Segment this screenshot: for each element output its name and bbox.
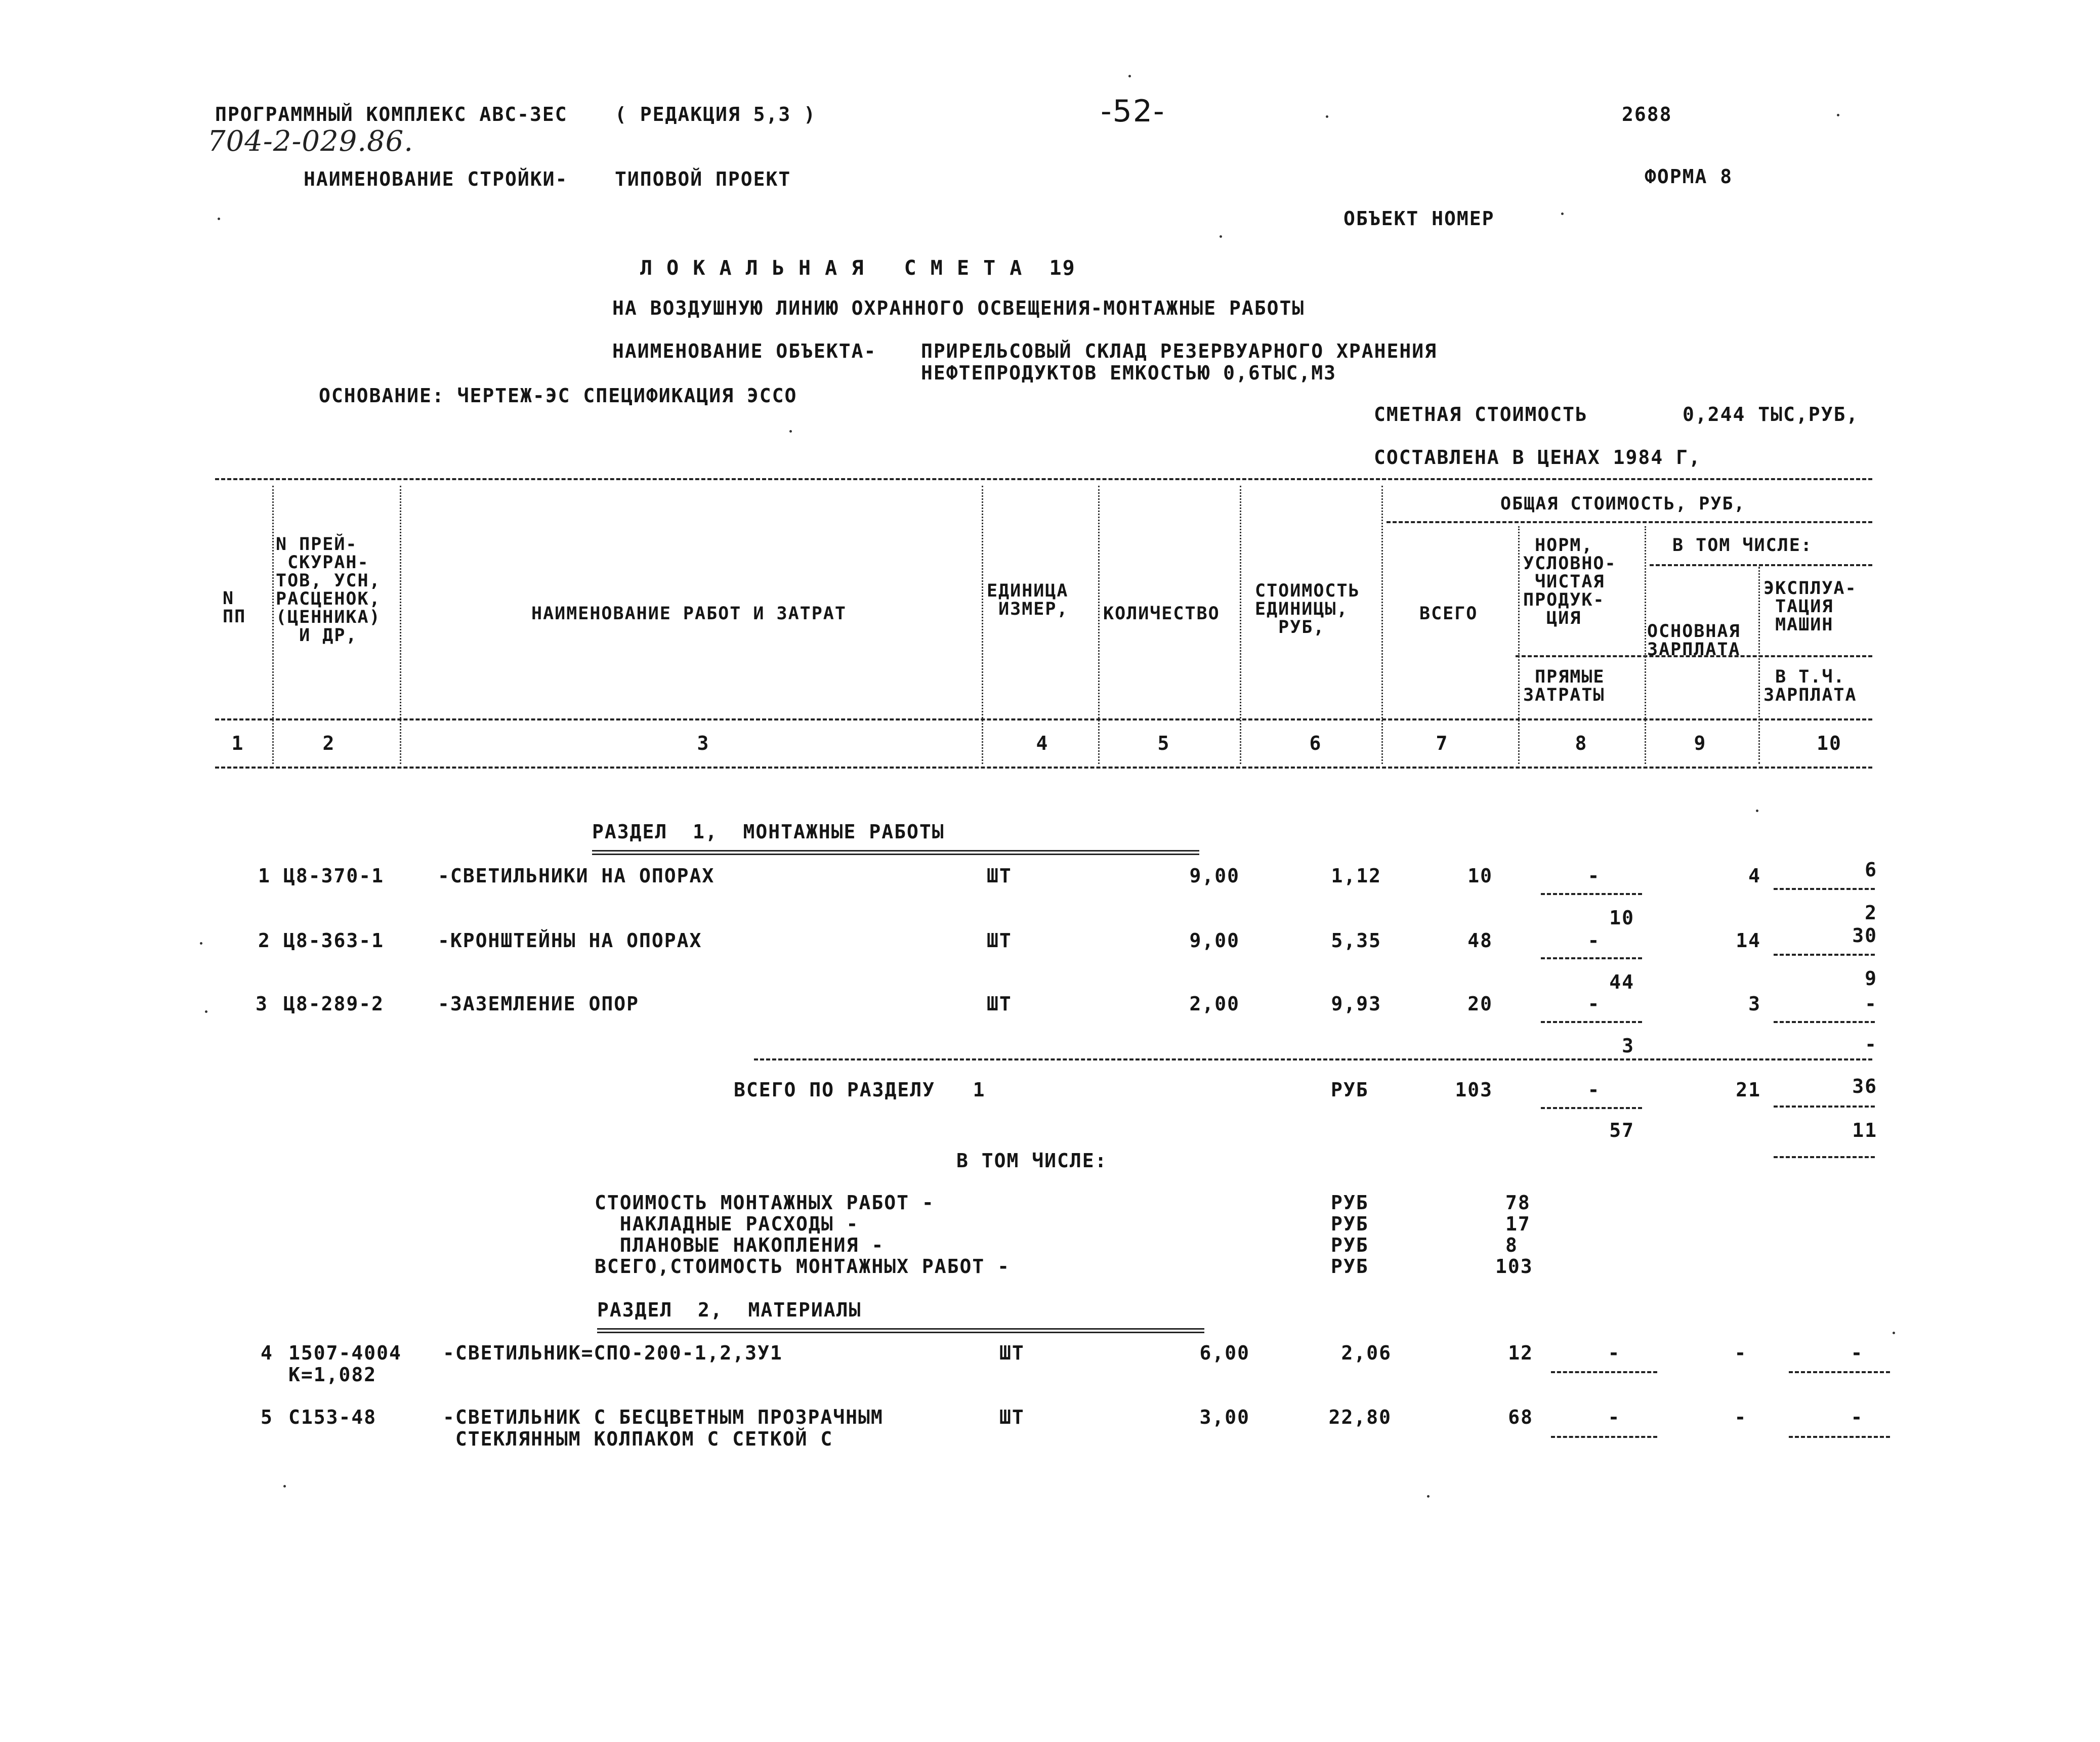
section1-total-c8b: 57 (1609, 1119, 1634, 1141)
row2-c10: 30 (1852, 924, 1877, 947)
row2-total: 48 (1467, 929, 1493, 952)
section1-total-end-rule (1774, 1156, 1875, 1158)
row4-n: 4 (261, 1342, 273, 1364)
object-label: НАИМЕНОВАНИЕ ОБЪЕКТА- (612, 340, 877, 362)
program-name: ПРОГРАММНЫЙ КОМПЛЕКС АВС-ЗЕС (215, 103, 568, 125)
col-header-total-cost: ОБЩАЯ СТОИМОСТЬ, РУБ, (1500, 494, 1746, 514)
col-number: 4 (1036, 732, 1049, 754)
row5-price: 22,80 (1328, 1406, 1392, 1428)
scan-speck (205, 1010, 207, 1013)
col-header-direct-costs: ПРЯМЫЕ ЗАТРАТЫ (1523, 667, 1605, 705)
row2-n: 2 (258, 929, 271, 952)
breakdown-install-unit: РУБ (1331, 1192, 1369, 1214)
document-title: Л О К А Л Ь Н А Я С М Е Т А 19 (640, 257, 1076, 280)
col-header-n: N ПП (223, 588, 246, 627)
col-number: 7 (1436, 732, 1449, 754)
col-header-including: В ТОМ ЧИСЛЕ: (1672, 535, 1813, 556)
row1-c8: - (1587, 865, 1601, 887)
row3-unit: ШТ (987, 993, 1012, 1015)
row1-price: 1,12 (1331, 865, 1381, 887)
row2-name: -КРОНШТЕЙНЫ НА ОПОРАХ (438, 929, 702, 952)
row1-c10-rule (1774, 888, 1875, 890)
row5-code: С153-48 (288, 1406, 377, 1428)
row4-unit: ШТ (999, 1342, 1025, 1364)
row3-total: 20 (1467, 993, 1493, 1015)
breakdown-install-value: 78 (1505, 1192, 1531, 1214)
row1-qty: 9,00 (1189, 865, 1240, 887)
row3-code: Ц8-289-2 (283, 993, 385, 1015)
document-subtitle: НА ВОЗДУШНУЮ ЛИНИЮ ОХРАННОГО ОСВЕЩЕНИЯ-МОНТАЖНЫЕ РАБОТЫ (612, 297, 1305, 319)
row2-c8-rule (1541, 957, 1642, 959)
row1-c9: 4 (1748, 865, 1761, 887)
row5-c10: - (1851, 1406, 1864, 1428)
scan-speck (218, 218, 220, 220)
scan-speck (1756, 810, 1758, 812)
row2-c10b: 9 (1865, 967, 1877, 990)
breakdown-overhead-label: НАКЛАДНЫЕ РАСХОДЫ - (595, 1213, 859, 1235)
row4-name: -СВЕТИЛЬНИК=СПО-200-1,2,3У1 (443, 1342, 783, 1364)
section1-total-c10-rule (1774, 1106, 1875, 1108)
edition: ( РЕДАКЦИЯ 5,3 ) (615, 103, 817, 125)
object-value-line2: НЕФТЕПРОДУКТОВ ЕМКОСТЬЮ 0,6ТЫС,М3 (921, 362, 1336, 384)
row2-c9: 14 (1736, 929, 1761, 952)
row4-code: 1507-4004 (288, 1342, 402, 1364)
col-header-machines: ЭКСПЛУА- ТАЦИЯ МАШИН (1763, 578, 1857, 635)
breakdown-total-label: ВСЕГО,СТОИМОСТЬ МОНТАЖНЫХ РАБОТ - (595, 1255, 1010, 1278)
scan-speck (1427, 1495, 1430, 1498)
construction-value: ТИПОВОЙ ПРОЕКТ (615, 168, 791, 190)
row4-qty: 6,00 (1199, 1342, 1250, 1364)
row1-c8-rule (1541, 893, 1642, 895)
section1-including-label: В ТОМ ЧИСЛЕ: (956, 1150, 1108, 1172)
breakdown-savings-label: ПЛАНОВЫЕ НАКОПЛЕНИЯ - (595, 1234, 885, 1256)
section1-total-c9: 21 (1736, 1079, 1761, 1101)
row5-c9: - (1734, 1406, 1747, 1428)
scan-speck (1128, 75, 1131, 77)
header-bottom-rule (215, 718, 1872, 720)
table-top-rule (215, 478, 1872, 480)
scan-speck (283, 1485, 286, 1488)
row5-c8: - (1608, 1406, 1621, 1428)
row5-total: 68 (1508, 1406, 1533, 1428)
col-header-unit-cost: СТОИМОСТЬ ЕДИНИЦЫ, РУБ, (1255, 581, 1360, 638)
row4-c10: - (1851, 1342, 1864, 1364)
document-number: 2688 (1622, 103, 1672, 125)
row1-c10: 6 (1865, 859, 1877, 881)
row4-c10-rule (1789, 1371, 1890, 1373)
handwritten-code: 704-2-029.86. (207, 125, 414, 158)
row2-c10-rule (1774, 954, 1875, 956)
row3-name: -ЗАЗЕМЛЕНИЕ ОПОР (438, 993, 640, 1015)
estimated-cost-value: 0,244 ТЫС,РУБ, (1683, 403, 1859, 426)
row3-c8-rule (1541, 1021, 1642, 1023)
breakdown-overhead-value: 17 (1505, 1213, 1531, 1235)
row4-price: 2,06 (1341, 1342, 1392, 1364)
col-divider (1758, 567, 1760, 764)
col-header-net-production: НОРМ, УСЛОВНО- ЧИСТАЯ ПРОДУК- ЦИЯ (1523, 535, 1617, 628)
row5-qty: 3,00 (1199, 1406, 1250, 1428)
row2-code: Ц8-363-1 (283, 929, 385, 952)
col-header-total: ВСЕГО (1419, 604, 1478, 624)
col-number: 2 (322, 732, 335, 754)
section1-total-label: ВСЕГО ПО РАЗДЕЛУ 1 (734, 1079, 986, 1101)
section1-total-unit: РУБ (1331, 1079, 1369, 1101)
row3-price: 9,93 (1331, 993, 1381, 1015)
col-divider (1645, 526, 1646, 764)
breakdown-total-unit: РУБ (1331, 1255, 1369, 1278)
section2-underline (597, 1328, 1204, 1333)
row2-unit: ШТ (987, 929, 1012, 952)
section1-total-c8: - (1587, 1079, 1601, 1101)
breakdown-overhead-unit: РУБ (1331, 1213, 1369, 1235)
row1-total: 10 (1467, 865, 1493, 887)
construction-label: НАИМЕНОВАНИЕ СТРОЙКИ- (304, 168, 568, 190)
row1-unit: ШТ (987, 865, 1012, 887)
row3-c10: - (1865, 993, 1877, 1015)
section1-total-c10b: 11 (1852, 1119, 1877, 1141)
col-header-unit: ЕДИНИЦА ИЗМЕР, (987, 581, 1069, 619)
col-number: 5 (1157, 732, 1170, 754)
col-divider (1518, 526, 1520, 764)
row5-n: 5 (261, 1406, 273, 1428)
section1-total-c10: 36 (1852, 1075, 1877, 1097)
scan-speck (789, 430, 792, 433)
row1-name: -СВЕТИЛЬНИКИ НА ОПОРАХ (438, 865, 715, 887)
basis: ОСНОВАНИЕ: ЧЕРТЕЖ-ЭС СПЕЦИФИКАЦИЯ ЭССО (319, 385, 797, 407)
row4-total: 12 (1508, 1342, 1533, 1364)
row3-c9: 3 (1748, 993, 1761, 1015)
scan-speck (1837, 114, 1839, 116)
breakdown-savings-value: 8 (1505, 1234, 1518, 1256)
object-value-line1: ПРИРЕЛЬСОВЫЙ СКЛАД РЕЗЕРВУАРНОГО ХРАНЕНИЯ (921, 340, 1437, 362)
section1-total-rule (754, 1058, 1872, 1060)
row2-c8: - (1587, 929, 1601, 952)
section1-total-c8-rule (1541, 1107, 1642, 1109)
row5-c8-rule (1551, 1436, 1657, 1438)
row3-c8b: 3 (1622, 1035, 1634, 1057)
col-divider (1240, 486, 1241, 764)
col-divider (982, 486, 983, 764)
object-number: ОБЪЕКТ НОМЕР (1343, 207, 1495, 230)
row5-name-continued: СТЕКЛЯННЫМ КОЛПАКОМ С СЕТКОЙ С (443, 1428, 833, 1450)
breakdown-total-value: 103 (1495, 1255, 1533, 1278)
col-header-name: НАИМЕНОВАНИЕ РАБОТ И ЗАТРАТ (531, 604, 847, 624)
col-number: 10 (1817, 732, 1842, 754)
scan-speck (1561, 213, 1564, 215)
row2-price: 5,35 (1331, 929, 1381, 952)
row3-c10b: - (1865, 1033, 1877, 1055)
col-header-base-salary: ОСНОВНАЯ ЗАРПЛАТА (1647, 621, 1741, 660)
row3-c8: - (1587, 993, 1601, 1015)
row3-n: 3 (256, 993, 268, 1015)
col-divider (1381, 486, 1383, 764)
row5-c10-rule (1789, 1436, 1890, 1438)
col-number: 3 (697, 732, 710, 754)
section1-underline (592, 850, 1199, 855)
breakdown-savings-unit: РУБ (1331, 1234, 1369, 1256)
col-number: 1 (231, 732, 244, 754)
section2-title: РАЗДЕЛ 2, МАТЕРИАЛЫ (597, 1299, 862, 1321)
col-header-code: N ПРЕЙ- СКУРАН- ТОВ, УСН, РАСЦЕНОК, (ЦЕННИКА) И ДР, (276, 534, 381, 646)
row5-name: -СВЕТИЛЬНИК С БЕСЦВЕТНЫМ ПРОЗРАЧНЫМ (443, 1406, 884, 1428)
row3-c10-rule (1774, 1021, 1875, 1023)
row1-c10b: 2 (1865, 902, 1877, 924)
row4-c8: - (1608, 1342, 1621, 1364)
section1-title: РАЗДЕЛ 1, МОНТАЖНЫЕ РАБОТЫ (592, 821, 945, 843)
col-divider (400, 486, 401, 764)
page-number: -52- (1101, 94, 1165, 129)
scan-speck (1220, 235, 1222, 238)
col-divider (1098, 486, 1100, 764)
col-header-qty: КОЛИЧЕСТВО (1103, 604, 1220, 624)
form-label: ФОРМА 8 (1645, 165, 1733, 188)
numbers-bottom-rule (215, 767, 1872, 769)
row4-c8-rule (1551, 1371, 1657, 1373)
col-number: 6 (1309, 732, 1322, 754)
total-cost-rule (1387, 521, 1872, 523)
col-number: 8 (1575, 732, 1588, 754)
row5-unit: ШТ (999, 1406, 1025, 1428)
incl-rule (1650, 564, 1872, 566)
scan-speck (1893, 1332, 1895, 1334)
row3-qty: 2,00 (1189, 993, 1240, 1015)
row2-qty: 9,00 (1189, 929, 1240, 952)
row4-coefficient: К=1,082 (288, 1364, 377, 1386)
row4-c9: - (1734, 1342, 1747, 1364)
row1-n: 1 (258, 865, 271, 887)
col-header-machines-salary: В Т.Ч. ЗАРПЛАТА (1763, 667, 1857, 705)
estimated-cost-label: СМЕТНАЯ СТОИМОСТЬ (1374, 403, 1588, 426)
row2-c8b: 44 (1609, 971, 1634, 993)
section1-total-value: 103 (1455, 1079, 1493, 1101)
row1-code: Ц8-370-1 (283, 865, 385, 887)
row1-c8b: 10 (1609, 907, 1634, 929)
col-number: 9 (1694, 732, 1707, 754)
col-divider (272, 486, 274, 764)
scan-speck (200, 942, 202, 945)
scan-speck (1326, 115, 1328, 118)
breakdown-install-label: СТОИМОСТЬ МОНТАЖНЫХ РАБОТ - (595, 1192, 935, 1214)
price-basis: СОСТАВЛЕНА В ЦЕНАХ 1984 Г, (1374, 446, 1701, 469)
